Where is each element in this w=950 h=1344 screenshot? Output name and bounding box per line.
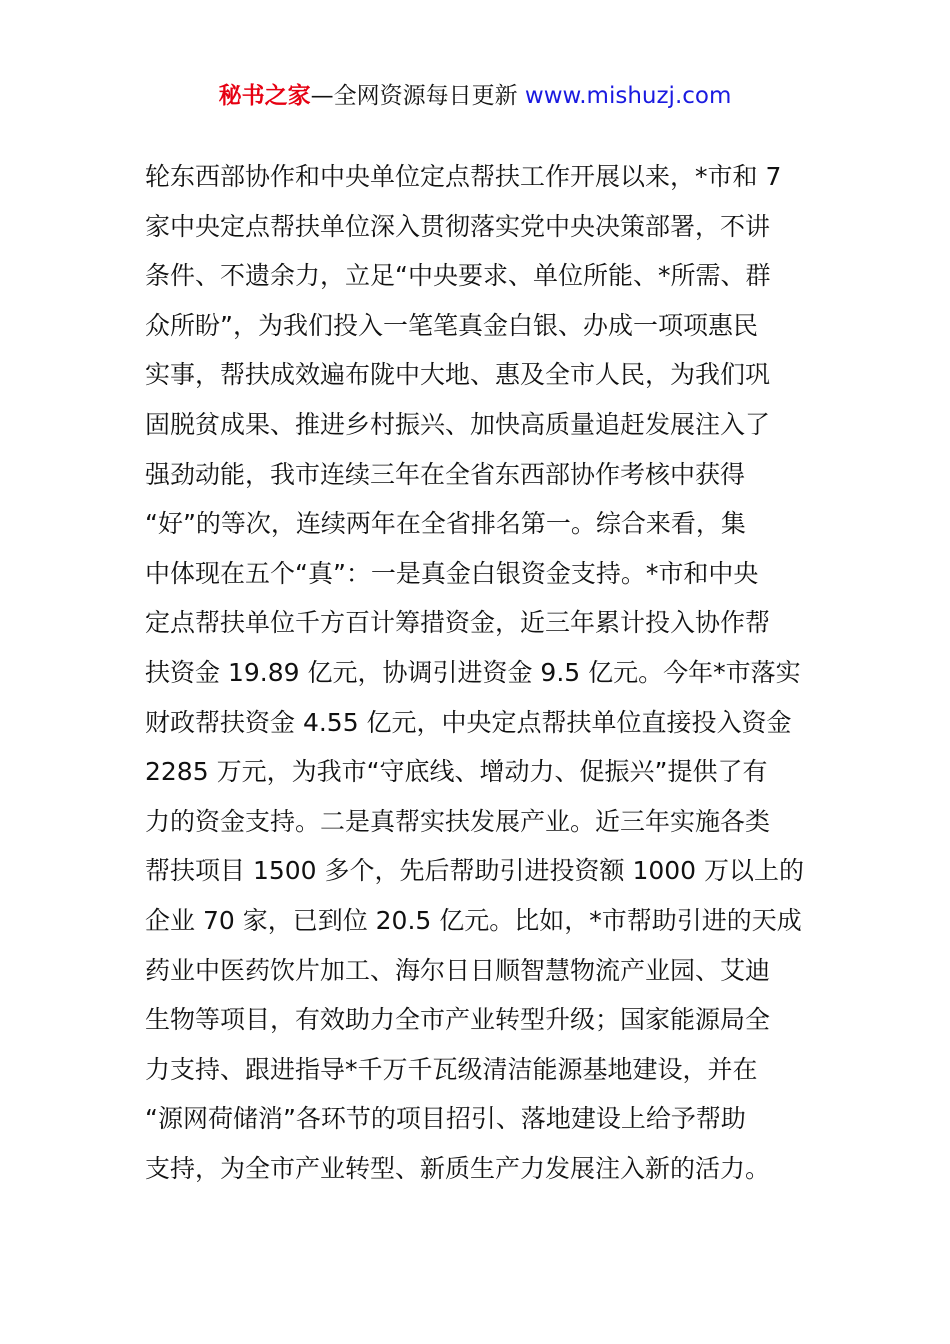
body-line: 药业中医药饮片加工、海尔日日顺智慧物流产业园、艾迪 [145,955,771,985]
page-header [0,80,950,112]
body-line: 众所盼”，为我们投入一笔笔真金白银、办成一项项惠民 [145,310,758,340]
body-line: 力支持、跟进指导*千万千瓦级清洁能源基地建设，并在 [145,1054,758,1084]
body-line: “源网荷储消”各环节的项目招引、落地建设上给予帮助 [145,1104,746,1134]
body-line: 财政帮扶资金 4.55 亿元，中央定点帮扶单位直接投入资金 [145,707,792,737]
body-line: “好”的等次，连续两年在全省排名第一。综合来看，集 [145,509,746,539]
document-body [145,152,815,1193]
body-line: 支持，为全市产业转型、新质生产力发展注入新的活力。 [145,1153,771,1183]
header-tagline: —全网资源每日更新 [310,83,525,109]
site-url-link[interactable]: www.mishuzj.com [524,83,732,109]
body-line: 强劲动能，我市连续三年在全省东西部协作考核中获得 [145,459,746,489]
body-line: 生物等项目，有效助力全市产业转型升级；国家能源局全 [145,1005,771,1035]
body-line: 实事，帮扶成效遍布陇中大地、惠及全市人民，为我们巩 [145,360,771,390]
body-line: 条件、不遗余力，立足“中央要求、单位所能、*所需、群 [145,261,771,291]
body-line: 家中央定点帮扶单位深入贯彻落实党中央决策部署，不讲 [145,211,771,241]
body-line: 定点帮扶单位千方百计筹措资金，近三年累计投入协作帮 [145,608,771,638]
body-line: 固脱贫成果、推进乡村振兴、加快高质量追赶发展注入了 [145,409,771,439]
body-line: 帮扶项目 1500 多个，先后帮助引进投资额 1000 万以上的 [145,856,805,886]
body-line: 力的资金支持。二是真帮实扶发展产业。近三年实施各类 [145,806,771,836]
body-line: 中体现在五个“真”：一是真金白银资金支持。*市和中央 [145,558,759,588]
brand-name: 秘书之家 [218,83,311,109]
body-line: 企业 70 家，已到位 20.5 亿元。比如，*市帮助引进的天成 [145,905,802,935]
body-line: 轮东西部协作和中央单位定点帮扶工作开展以来，*市和 7 [145,162,782,191]
body-line: 扶资金 19.89 亿元，协调引进资金 9.5 亿元。今年*市落实 [145,657,801,687]
body-line: 2285 万元，为我市“守底线、增动力、促振兴”提供了有 [145,757,768,787]
